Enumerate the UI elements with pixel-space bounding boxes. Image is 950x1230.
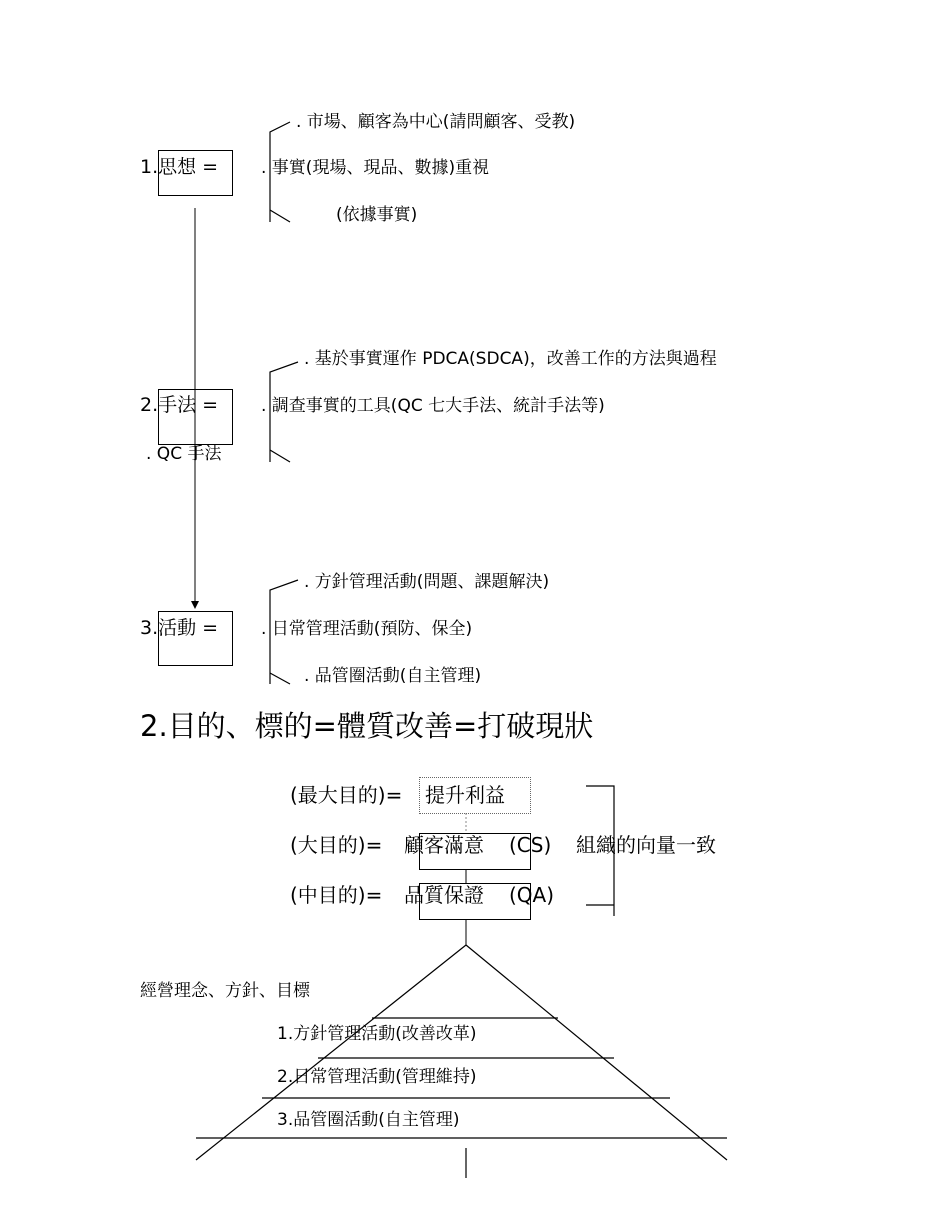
big-purpose-value: 顧客滿意 — [404, 833, 484, 857]
pyramid-top-label: 經營理念、方針、目標 — [140, 981, 310, 1001]
max-purpose-value: 提升利益 — [425, 783, 505, 807]
pyramid — [196, 945, 727, 1178]
thought-item-1: . 市場、顧客為中心(請問顧客、受教) — [296, 112, 576, 132]
alignment-text: 組織的向量一致 — [576, 833, 716, 857]
big-purpose-label: (大目的)= — [290, 833, 383, 857]
big-purpose-abbr: (CS) — [509, 833, 552, 857]
max-purpose-label: (最大目的)= — [290, 783, 403, 807]
activity-label: 3.活動 = — [140, 617, 219, 639]
thought-item-2: . 事實(現場、現品、數據)重視 — [261, 158, 490, 178]
pyramid-level-3: 3.品管圈活動(自主管理) — [277, 1110, 460, 1130]
method-item-2: . 調查事實的工具(QC 七大手法、統計手法等) — [261, 396, 605, 416]
section-heading: 2.目的、標的=體質改善=打破現狀 — [140, 709, 594, 743]
method-item-1: . 基於事實運作 PDCA(SDCA)，改善工作的方法與過程 — [304, 349, 717, 369]
pyramid-level-2: 2.日常管理活動(管理維持) — [277, 1067, 477, 1087]
thought-label: 1.思想 = — [140, 156, 219, 178]
mid-purpose-abbr: (QA) — [509, 883, 555, 907]
activity-item-3: . 品管圈活動(自主管理) — [304, 666, 482, 686]
thought-item-3: (依據事實) — [336, 205, 418, 225]
method-sub-label: . QC 手法 — [146, 444, 222, 464]
method-label: 2.手法 = — [140, 394, 219, 416]
mid-purpose-label: (中目的)= — [290, 883, 383, 907]
pyramid-level-1: 1.方針管理活動(改善改革) — [277, 1024, 477, 1044]
mid-purpose-value: 品質保證 — [404, 883, 484, 907]
activity-item-2: . 日常管理活動(預防、保全) — [261, 619, 473, 639]
activity-item-1: . 方針管理活動(問題、課題解決) — [304, 572, 550, 592]
